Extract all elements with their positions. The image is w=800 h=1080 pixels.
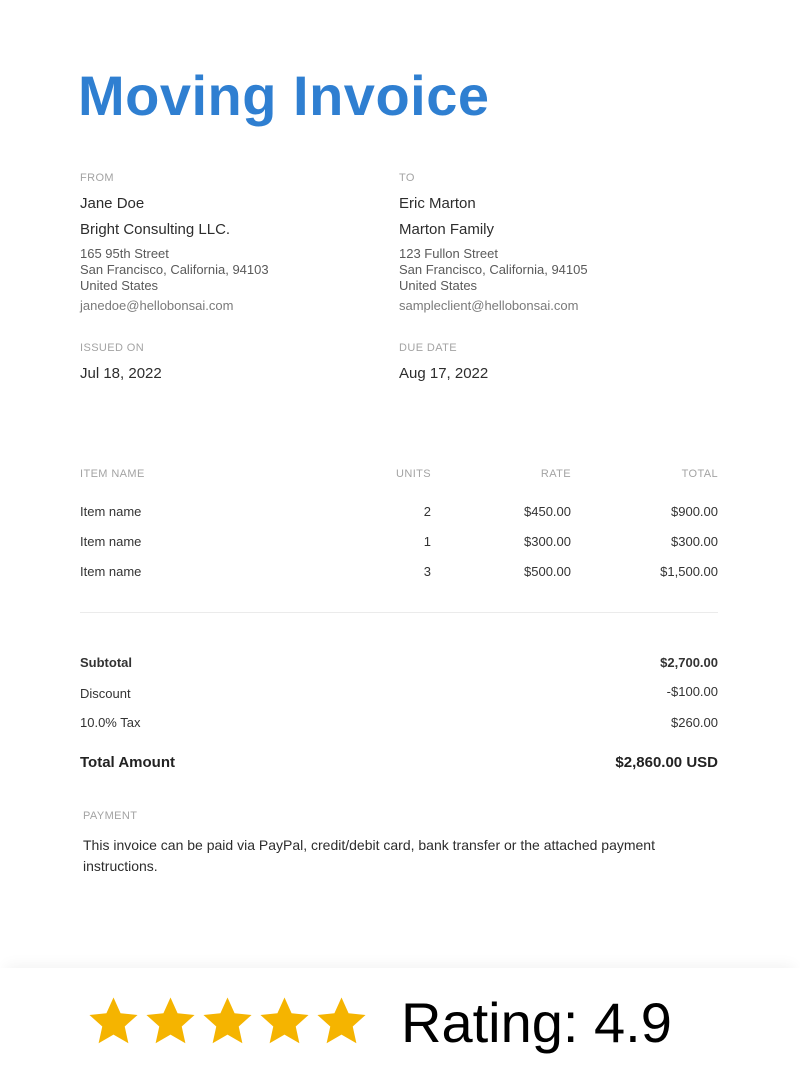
item-total: $900.00	[671, 504, 718, 519]
star-icon	[143, 994, 198, 1049]
item-name: Item name	[80, 504, 142, 519]
star-icon	[200, 994, 255, 1049]
payment-text: This invoice can be paid via PayPal, credit/debit card, bank transfer or the attached payment instructions.	[83, 837, 655, 874]
invoice-title: Moving Invoice	[78, 64, 490, 127]
header-units: UNITS	[396, 468, 431, 480]
discount-label: Discount	[80, 686, 131, 701]
tax-label: 10.0% Tax	[80, 715, 141, 730]
to-country: United States	[399, 278, 478, 293]
item-total: $300.00	[671, 534, 718, 549]
from-city: San Francisco, California, 94103	[80, 262, 269, 277]
from-block	[80, 172, 380, 313]
total-value: $2,860.00 USD	[615, 754, 718, 771]
subtotal-value: $2,700.00	[660, 655, 718, 670]
item-rate: $500.00	[524, 564, 571, 579]
total-label: Total Amount	[80, 754, 175, 771]
item-name: Item name	[80, 564, 142, 579]
star-icon	[257, 994, 312, 1049]
item-rate: $300.00	[524, 534, 571, 549]
issued-date: Jul 18, 2022	[80, 365, 162, 382]
table-row	[80, 534, 718, 564]
to-email[interactable]: sampleclient@hellobonsai.com	[399, 298, 579, 313]
subtotal-label: Subtotal	[80, 655, 132, 670]
item-units: 2	[423, 504, 431, 519]
discount-value: -$100.00	[666, 684, 718, 699]
due-date: Aug 17, 2022	[399, 365, 489, 382]
item-rate: $450.00	[524, 504, 571, 519]
table-row	[80, 564, 718, 594]
table-header	[80, 468, 718, 504]
payment-block	[83, 810, 713, 877]
item-name: Item name	[80, 534, 142, 549]
to-company: Marton Family	[399, 221, 495, 238]
from-label: FROM	[80, 172, 114, 184]
from-country: United States	[80, 278, 159, 293]
issued-label: ISSUED ON	[80, 342, 145, 354]
table-divider	[80, 612, 718, 613]
item-units: 1	[423, 534, 431, 549]
rating-bar	[0, 968, 800, 1080]
item-total: $1,500.00	[660, 564, 718, 579]
header-item-name: ITEM NAME	[80, 468, 145, 480]
to-city: San Francisco, California, 94105	[399, 262, 588, 277]
rating-stars	[86, 994, 369, 1049]
header-rate: RATE	[540, 468, 571, 480]
from-name: Jane Doe	[80, 195, 145, 212]
table-row	[80, 504, 718, 534]
star-icon	[314, 994, 369, 1049]
from-company: Bright Consulting LLC.	[80, 221, 231, 238]
to-name: Eric Marton	[399, 195, 476, 212]
payment-label: PAYMENT	[83, 810, 138, 822]
to-block	[399, 172, 699, 313]
header-total: TOTAL	[681, 468, 718, 480]
from-email[interactable]: janedoe@hellobonsai.com	[80, 298, 234, 313]
to-street: 123 Fullon Street	[399, 246, 499, 261]
item-units: 3	[423, 564, 431, 579]
star-icon	[86, 994, 141, 1049]
rating-text: Rating: 4.9	[401, 991, 672, 1054]
to-label: TO	[399, 172, 415, 184]
items-table	[80, 468, 718, 594]
issued-block	[80, 342, 380, 382]
tax-value: $260.00	[671, 715, 718, 730]
due-label: DUE DATE	[399, 342, 458, 354]
from-street: 165 95th Street	[80, 246, 169, 261]
due-block	[399, 342, 699, 382]
